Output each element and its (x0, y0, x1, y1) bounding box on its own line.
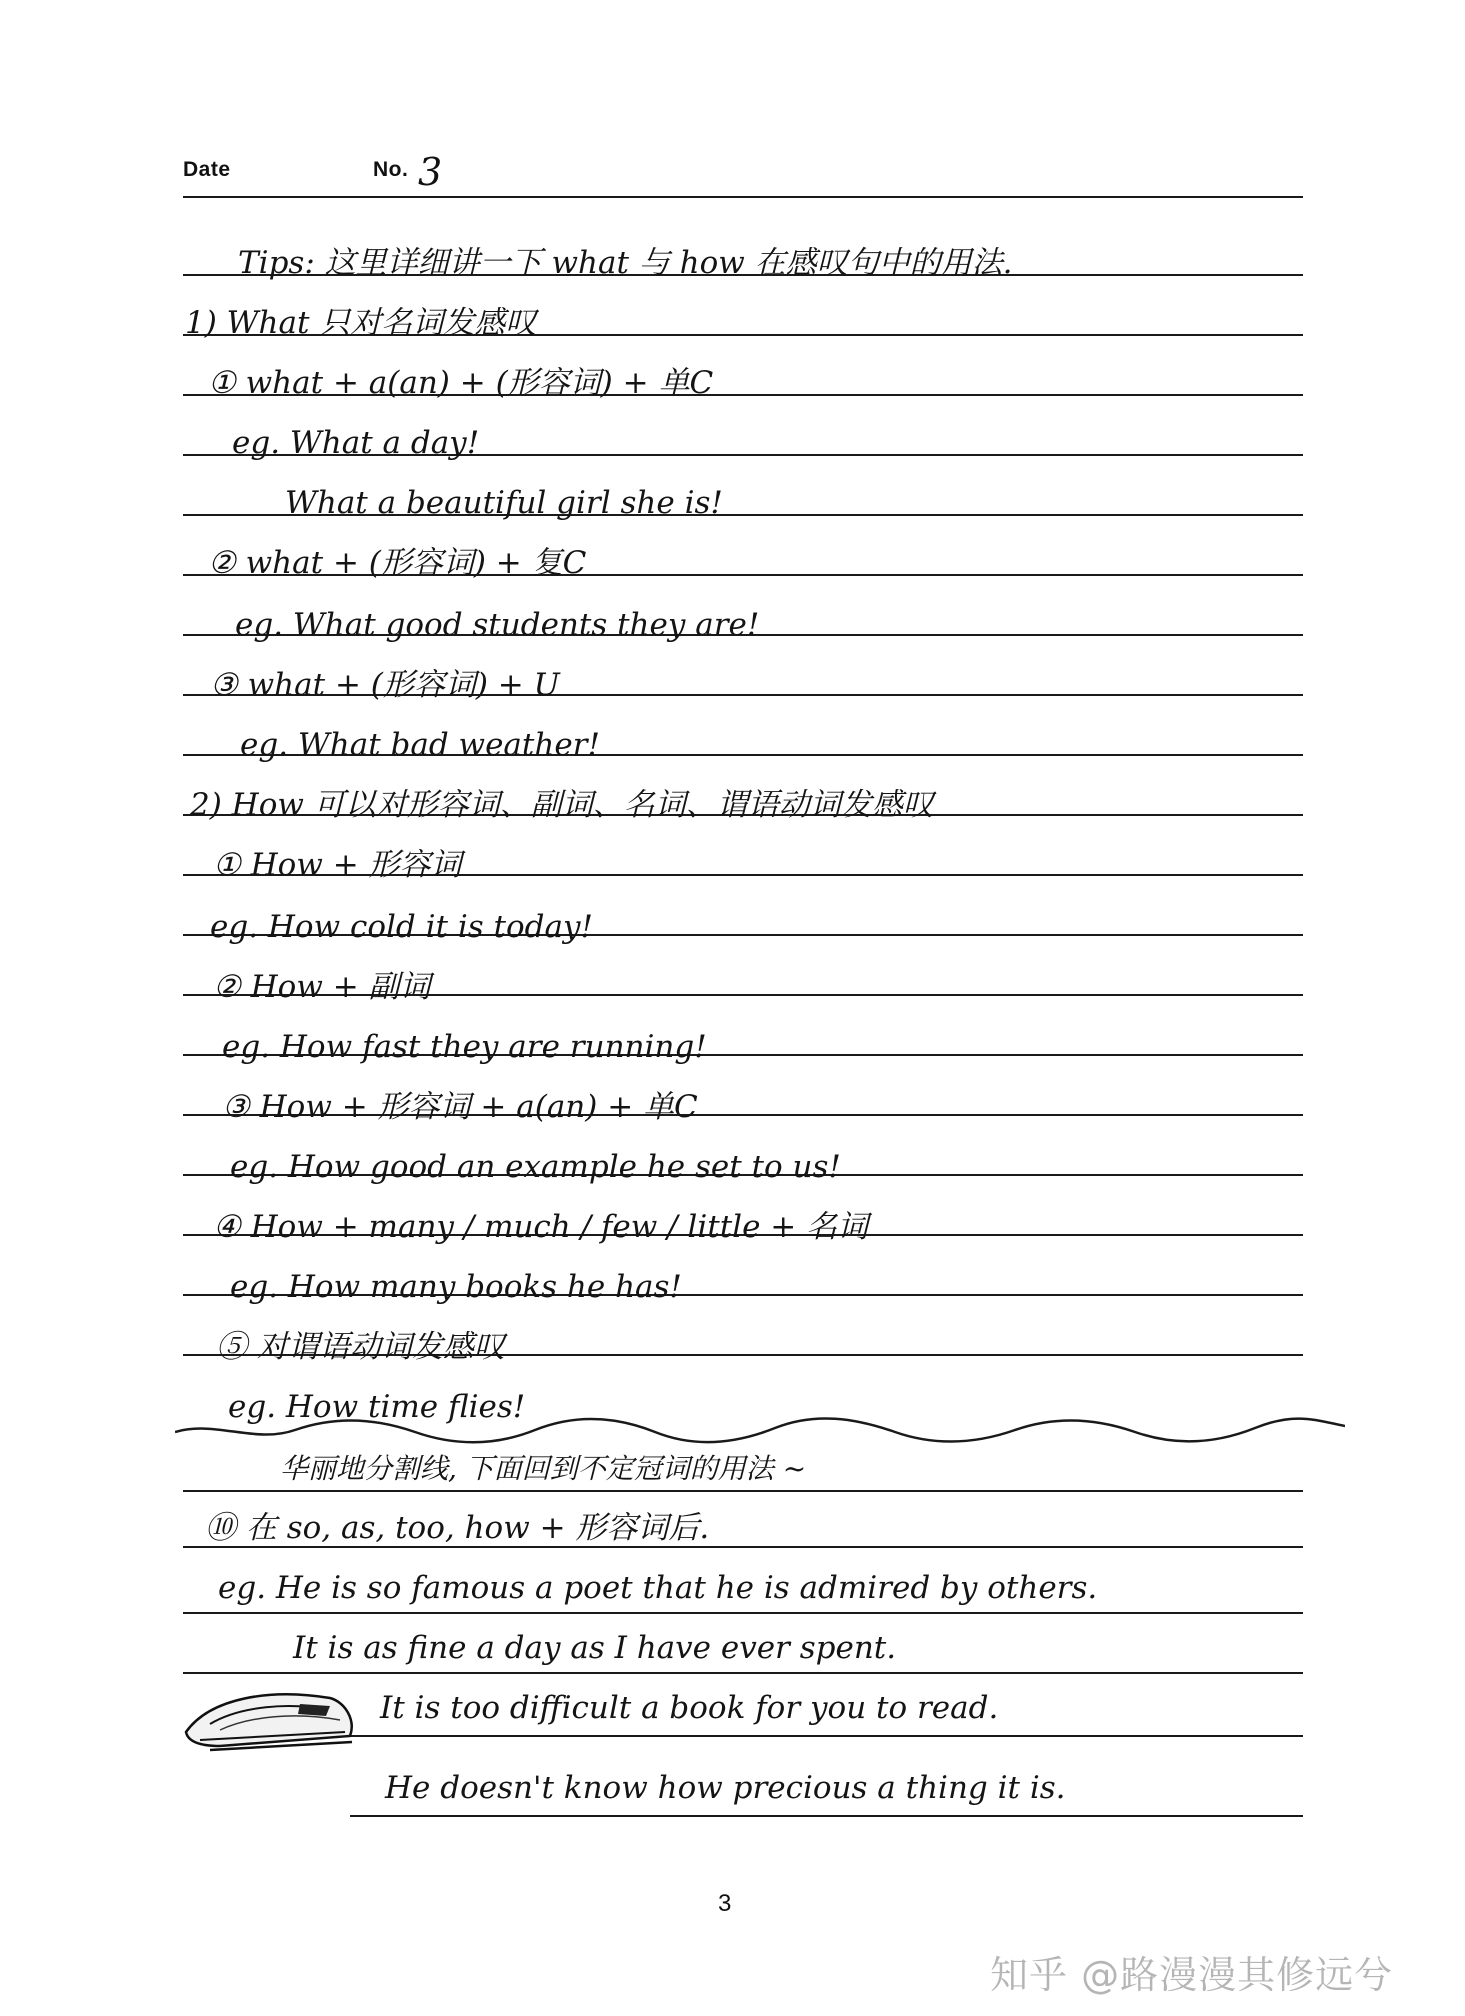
date-label: Date (183, 158, 231, 181)
divider-caption: 华丽地分割线, 下面回到不定冠词的用法 ~ (280, 1452, 807, 1485)
example-line: eg. How cold it is today! (210, 909, 593, 945)
rule-10: ⑩ 在 so, as, too, how + 形容词后. (205, 1510, 710, 1546)
example-line: He doesn't know how precious a thing it is. (385, 1770, 1066, 1806)
ruled-line (183, 1546, 1303, 1548)
rule-2-4: ④ How + many / much / few / little + 名词 (213, 1209, 869, 1245)
example-line: It is too difficult a book for you to read. (380, 1690, 999, 1726)
rule-2-3: ③ How + 形容词 + a(an) + 单C (222, 1089, 698, 1125)
example-line: eg. How good an example he set to us! (230, 1149, 841, 1185)
section-2-heading: 2) How 可以对形容词、副词、名词、谓语动词发感叹 (190, 787, 934, 823)
example-line: It is as fine a day as I have ever spent. (293, 1630, 897, 1666)
ruled-line (183, 1612, 1303, 1614)
section-1-heading: 1) What 只对名词发感叹 (185, 305, 537, 341)
number-label: No. (373, 158, 409, 181)
rule-1-1: ① what + a(an) + (形容词) + 单C (208, 365, 714, 401)
rule-2-5: ⑤ 对谓语动词发感叹 (216, 1329, 505, 1365)
bullet-train-illustration (180, 1680, 360, 1760)
watermark: 知乎 @路漫漫其修远兮 (990, 1953, 1394, 1997)
wavy-divider (175, 1410, 1345, 1450)
ruled-line (350, 1735, 1303, 1737)
rule-2-2: ② How + 副词 (213, 969, 431, 1005)
example-line: eg. What bad weather! (240, 727, 600, 763)
example-line: eg. What a day! (232, 425, 480, 461)
ruled-line (183, 1490, 1303, 1492)
tips-line: Tips: 这里详细讲一下 what 与 how 在感叹句中的用法. (238, 245, 1013, 281)
example-line: eg. How time flies! (228, 1389, 526, 1425)
ruled-line (350, 1815, 1303, 1817)
ruled-line (183, 1672, 1303, 1674)
example-line: eg. What good students they are! (235, 607, 760, 643)
rule-2-1: ① How + 形容词 (213, 847, 462, 883)
header-rule (183, 196, 1303, 198)
rule-1-2: ② what + (形容词) + 复C (208, 545, 587, 581)
example-line: eg. How fast they are running! (222, 1029, 707, 1065)
page-number: 3 (718, 1890, 732, 1917)
example-line: What a beautiful girl she is! (285, 485, 723, 521)
example-line: eg. He is so famous a poet that he is admired by others. (218, 1570, 1098, 1606)
page-no-value: 3 (418, 150, 443, 194)
rule-1-3: ③ what + (形容词) + U (210, 667, 560, 703)
example-line: eg. How many books he has! (230, 1269, 682, 1305)
